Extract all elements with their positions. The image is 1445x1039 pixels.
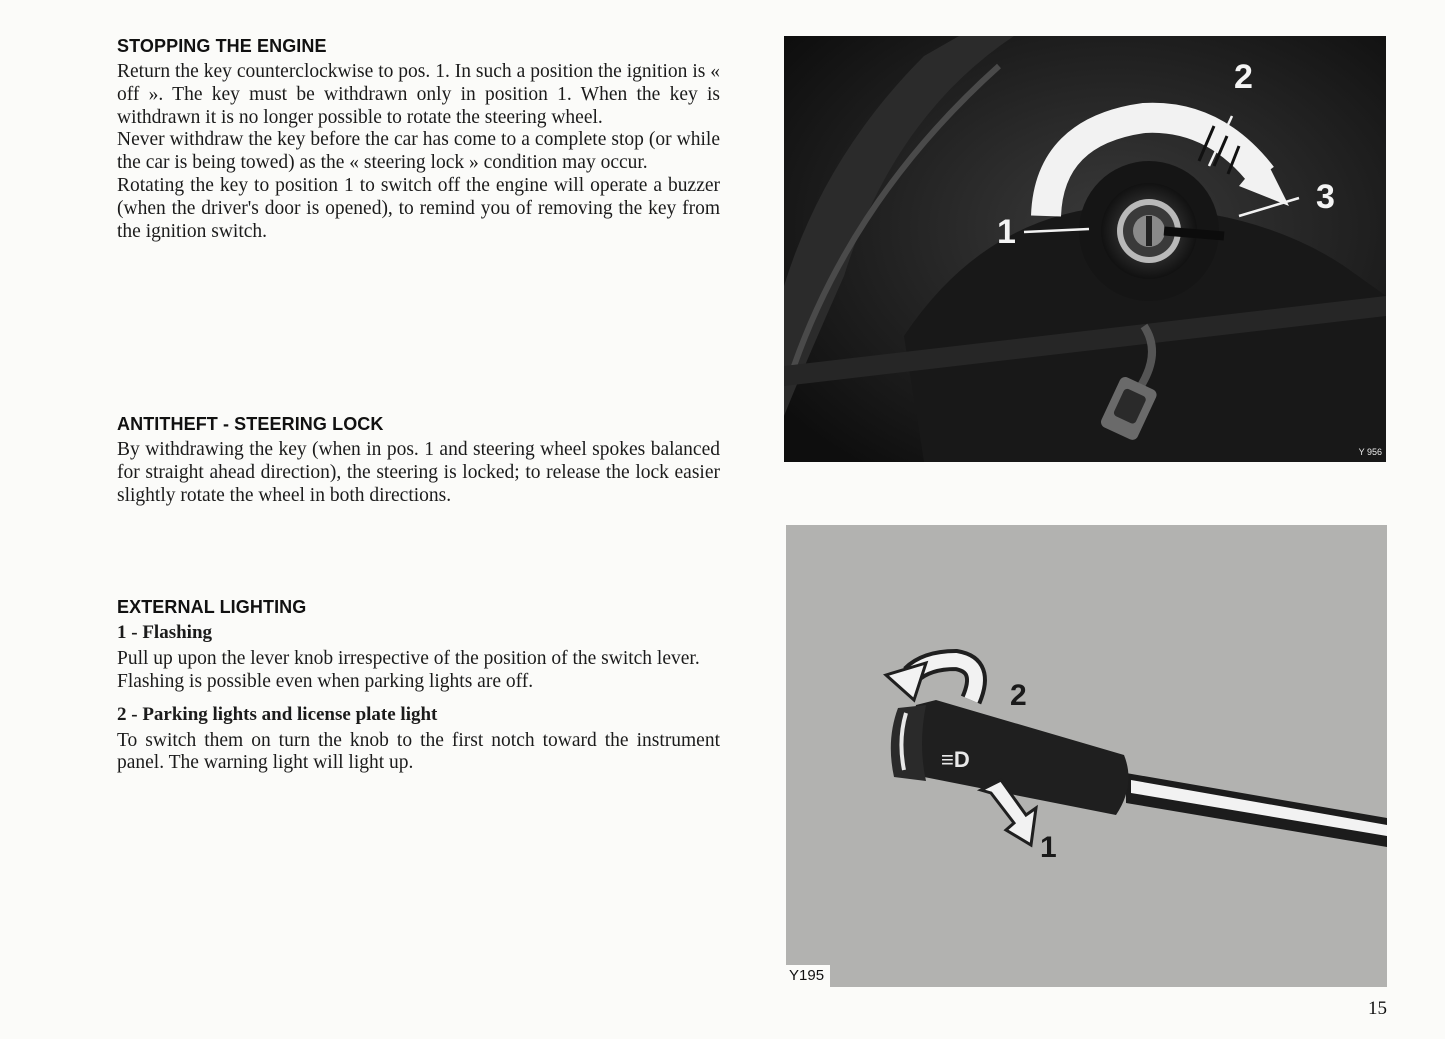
paragraph: Return the key counterclockwise to pos. 1. In such a position the ignition is « off ». The key must be withdrawn only in position 1. When the key is withdrawn it is no longer possible to rotate the steering wheel. xyxy=(117,61,720,128)
position-label-3: 3 xyxy=(1316,178,1335,216)
section-steering-lock xyxy=(117,414,720,507)
light-lever-figure xyxy=(786,525,1387,987)
paragraph: Rotating the key to position 1 to switch off the engine will operate a buzzer (when the driver's door is opened), to remind you of removing the key from the ignition switch. xyxy=(117,174,720,242)
paragraph: Never withdraw the key before the car has come to a complete stop (or while the car is being towed) as the « steering lock » condition may occur. xyxy=(117,129,720,174)
subheading-parking-lights: 2 - Parking lights and license plate light xyxy=(117,703,438,725)
position-label-1: 1 xyxy=(1040,831,1057,864)
position-label-1: 1 xyxy=(997,213,1016,251)
section-external-lighting xyxy=(117,597,720,775)
page-number: 15 xyxy=(1368,998,1387,1019)
ignition-switch-illustration xyxy=(784,36,1386,462)
paragraph: To switch them on turn the knob to the first notch toward the instrument panel. The warning light will light up. xyxy=(117,729,720,774)
paragraph: Pull up upon the lever knob irrespective of the position of the switch lever. xyxy=(117,648,700,669)
figure-code: Y 956 xyxy=(1358,447,1382,457)
paragraph: Flashing is possible even when parking lights are off. xyxy=(117,670,534,692)
heading-stopping-engine: STOPPING THE ENGINE xyxy=(117,36,327,56)
figure-code: Y195 xyxy=(786,965,830,987)
ignition-switch-figure xyxy=(784,36,1386,462)
position-label-2: 2 xyxy=(1010,679,1027,712)
section-stopping-engine xyxy=(117,36,720,243)
headlight-symbol-icon: ≡D xyxy=(941,747,970,772)
subheading-flashing: 1 - Flashing xyxy=(117,622,213,643)
light-lever-illustration xyxy=(786,525,1387,987)
position-label-2: 2 xyxy=(1234,58,1253,96)
paragraph: By withdrawing the key (when in pos. 1 and steering wheel spokes balanced for straight ahead direction), the steering is locked; to release the lock easier slightly rotate the wheel in both directions. xyxy=(117,439,720,506)
heading-external-lighting: EXTERNAL LIGHTING xyxy=(117,597,307,617)
heading-steering-lock: ANTITHEFT - STEERING LOCK xyxy=(117,414,384,434)
